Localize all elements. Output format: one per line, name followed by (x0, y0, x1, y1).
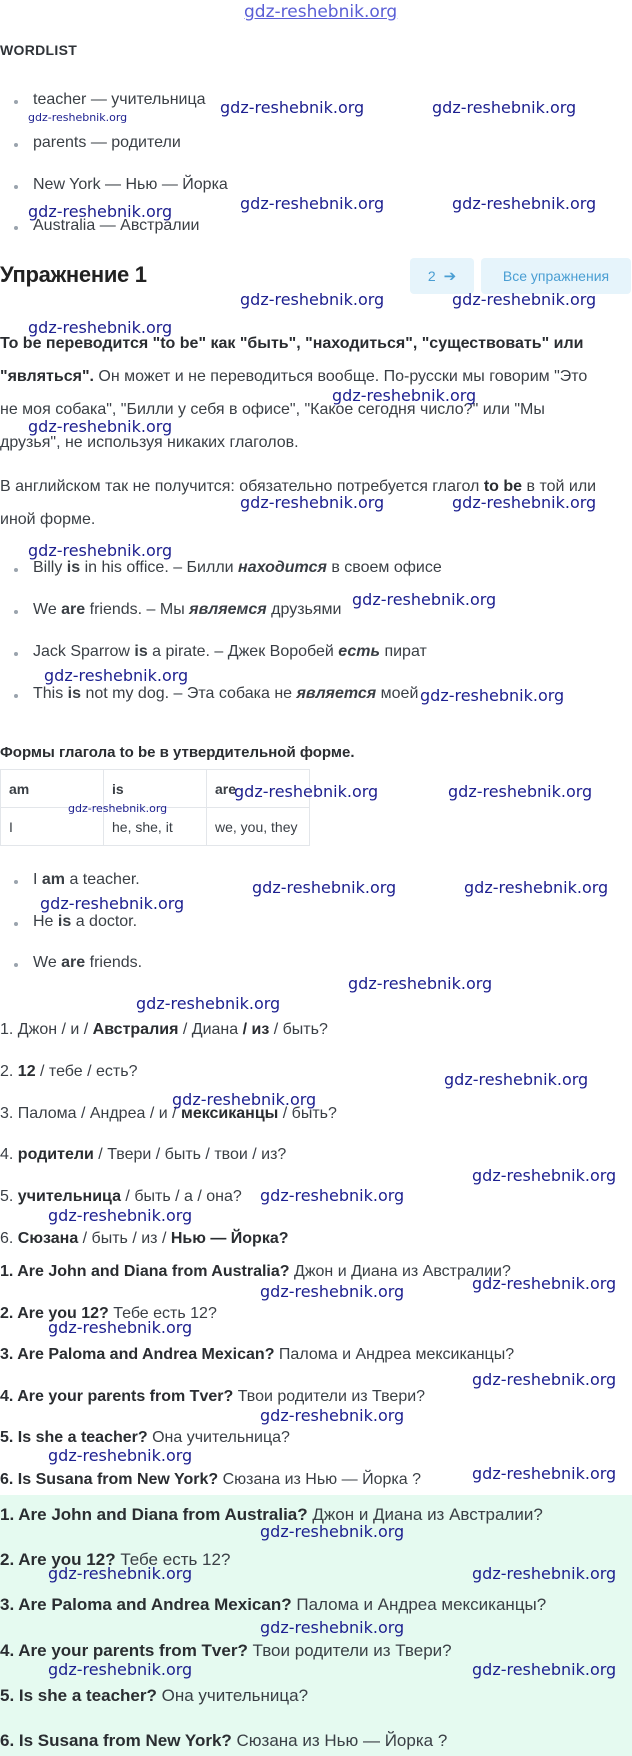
table-cell: he, she, it (104, 808, 207, 846)
watermark: gdz-reshebnik.org (432, 98, 577, 117)
all-exercises-label: Все упражнения (502, 268, 610, 284)
watermark: gdz-reshebnik.org (44, 666, 189, 685)
watermark: gdz-reshebnik.org (28, 541, 173, 560)
watermark: gdz-reshebnik.org (48, 1318, 193, 1337)
watermark: gdz-reshebnik.org (252, 878, 397, 897)
list-item: We are friends. (18, 954, 142, 972)
watermark: gdz-reshebnik.org (48, 1206, 193, 1225)
watermark: gdz-reshebnik.org (240, 493, 385, 512)
answer-line: 6. Is Susana from New York? Сюзана из Нью — Йорка ? (0, 1731, 448, 1750)
watermark: gdz-reshebnik.org (48, 1564, 193, 1583)
watermark: gdz-reshebnik.org (452, 493, 597, 512)
table-cell: we, you, they (207, 808, 310, 846)
next-exercise-label: 2 (427, 268, 436, 284)
list-item: teacher — учительница (18, 91, 206, 109)
table-cell: I (1, 808, 104, 846)
bullet-icon (14, 568, 18, 572)
watermark: gdz-reshebnik.org (452, 290, 597, 309)
task-line: 1. Джон / и / Австралия / Диана / из / быть? (0, 1021, 328, 1038)
watermark: gdz-reshebnik.org (260, 1406, 405, 1425)
watermark: gdz-reshebnik.org (472, 1464, 617, 1483)
intro-paragraph (0, 327, 600, 459)
watermark: gdz-reshebnik.org (444, 1070, 589, 1089)
bullet-icon (14, 610, 18, 614)
watermark: gdz-reshebnik.org (136, 994, 281, 1013)
task-line: 6. Сюзана / быть / из / Нью — Йорка? (0, 1230, 289, 1247)
table-header: am (1, 770, 104, 808)
watermark: gdz-reshebnik.org (352, 590, 497, 609)
watermark: gdz-reshebnik.org (464, 878, 609, 897)
site-link[interactable]: gdz-reshebnik.org (244, 2, 398, 22)
watermark: gdz-reshebnik.org (472, 1166, 617, 1185)
table-header: are (207, 770, 310, 808)
answer-line: 1. Are John and Diana from Australia? Джон и Диана из Австралии? (0, 1263, 511, 1280)
watermark: gdz-reshebnik.org (48, 1660, 193, 1679)
answer-line: 5. Is she a teacher? Она учительница? (0, 1429, 290, 1446)
watermark: gdz-reshebnik.org (260, 1522, 405, 1541)
watermark: gdz-reshebnik.org (240, 194, 385, 213)
list-item: Jack Sparrow is a pirate. – Джек Воробей есть пират (18, 643, 427, 661)
watermark: gdz-reshebnik.org (220, 98, 365, 117)
task-line: 2. 12 / тебе / есть? (0, 1063, 138, 1080)
list-item: New York — Нью — Йорка (18, 176, 228, 194)
watermark: gdz-reshebnik.org (28, 318, 173, 337)
next-exercise-button[interactable] (410, 258, 474, 294)
watermark: gdz-reshebnik.org (260, 1282, 405, 1301)
bullet-icon (14, 226, 18, 230)
watermark: gdz-reshebnik.org (260, 1186, 405, 1205)
bullet-icon (14, 100, 18, 104)
watermark: gdz-reshebnik.org (28, 111, 128, 124)
list-item: Billy is in his office. – Билли находится в своем офисе (18, 559, 442, 577)
exercise-title: Упражнение 1 (0, 262, 147, 287)
list-item: I am a teacher. (18, 871, 140, 889)
intro-text: Он может и не переводиться вообще. По-русски мы говорим "Это не моя собака", "Билли у себя в офисе", "Какое сегодня число?" или "Мы друзья", не используя никаких глаголов. (0, 368, 588, 451)
intro-text: В английском так не получится: обязательно потребуется глагол (0, 478, 484, 495)
watermark: gdz-reshebnik.org (472, 1274, 617, 1293)
answer-line: 3. Are Paloma and Andrea Mexican? Палома и Андреа мексиканцы? (0, 1346, 515, 1363)
task-line: 4. родители / Твери / быть / твои / из? (0, 1146, 287, 1163)
bullet-icon (14, 963, 18, 967)
watermark: gdz-reshebnik.org (452, 194, 597, 213)
list-item: Australia — Австралии (18, 217, 199, 235)
watermark: gdz-reshebnik.org (234, 782, 379, 801)
watermark: gdz-reshebnik.org (28, 417, 173, 436)
bullet-icon (14, 922, 18, 926)
list-item: We are friends. – Мы являемся друзьями (18, 601, 341, 619)
watermark: gdz-reshebnik.org (448, 782, 593, 801)
watermark: gdz-reshebnik.org (172, 1090, 317, 1109)
watermark: gdz-reshebnik.org (48, 1446, 193, 1465)
answer-line: 4. Are your parents from Tver? Твои родители из Твери? (0, 1641, 452, 1660)
wordlist-heading: WORDLIST (0, 42, 78, 58)
answer-line: 6. Is Susana from New York? Сюзана из Нью — Йорка ? (0, 1471, 421, 1488)
watermark: gdz-reshebnik.org (28, 202, 173, 221)
watermark: gdz-reshebnik.org (420, 686, 565, 705)
bullet-icon (14, 652, 18, 656)
bullet-icon (14, 185, 18, 189)
watermark: gdz-reshebnik.org (68, 802, 168, 815)
intro-text: в той или иной форме. (0, 478, 597, 528)
list-item: He is a doctor. (18, 913, 137, 931)
arrow-right-icon: ➔ (443, 268, 457, 285)
watermark: gdz-reshebnik.org (348, 974, 493, 993)
answer-line: 2. Are you 12? Тебе есть 12? (0, 1550, 231, 1569)
table-header: is (104, 770, 207, 808)
watermark: gdz-reshebnik.org (472, 1660, 617, 1679)
list-item: parents — родители (18, 134, 181, 152)
watermark: gdz-reshebnik.org (472, 1564, 617, 1583)
forms-title: Формы глагола to be в утвердительной форме. (0, 744, 355, 761)
answer-line: 3. Are Paloma and Andrea Mexican? Палома и Андреа мексиканцы? (0, 1595, 547, 1614)
answer-line: 4. Are your parents from Tver? Твои родители из Твери? (0, 1388, 426, 1405)
bullet-icon (14, 694, 18, 698)
answer-line: 1. Are John and Diana from Australia? Джон и Диана из Австралии? (0, 1505, 543, 1524)
bullet-icon (14, 880, 18, 884)
watermark: gdz-reshebnik.org (472, 1370, 617, 1389)
intro-bold: to be (483, 478, 523, 495)
watermark: gdz-reshebnik.org (332, 386, 477, 405)
list-item: This is not my dog. – Эта собака не является моей (18, 685, 418, 703)
task-line: 3. Палома / Андреа / и / мексиканцы / быть? (0, 1105, 337, 1122)
answer-line: 5. Is she a teacher? Она учительница? (0, 1686, 309, 1705)
watermark: gdz-reshebnik.org (40, 894, 185, 913)
all-exercises-button[interactable] (481, 258, 631, 294)
watermark: gdz-reshebnik.org (260, 1618, 405, 1637)
bullet-icon (14, 143, 18, 147)
watermark: gdz-reshebnik.org (240, 290, 385, 309)
task-line: 5. учительница / быть / а / она? (0, 1188, 242, 1205)
answer-line: 2. Are you 12? Тебе есть 12? (0, 1305, 217, 1322)
intro-bold: To be переводится "to be" как "быть", "находиться", "существовать" или "являться". (0, 335, 584, 385)
